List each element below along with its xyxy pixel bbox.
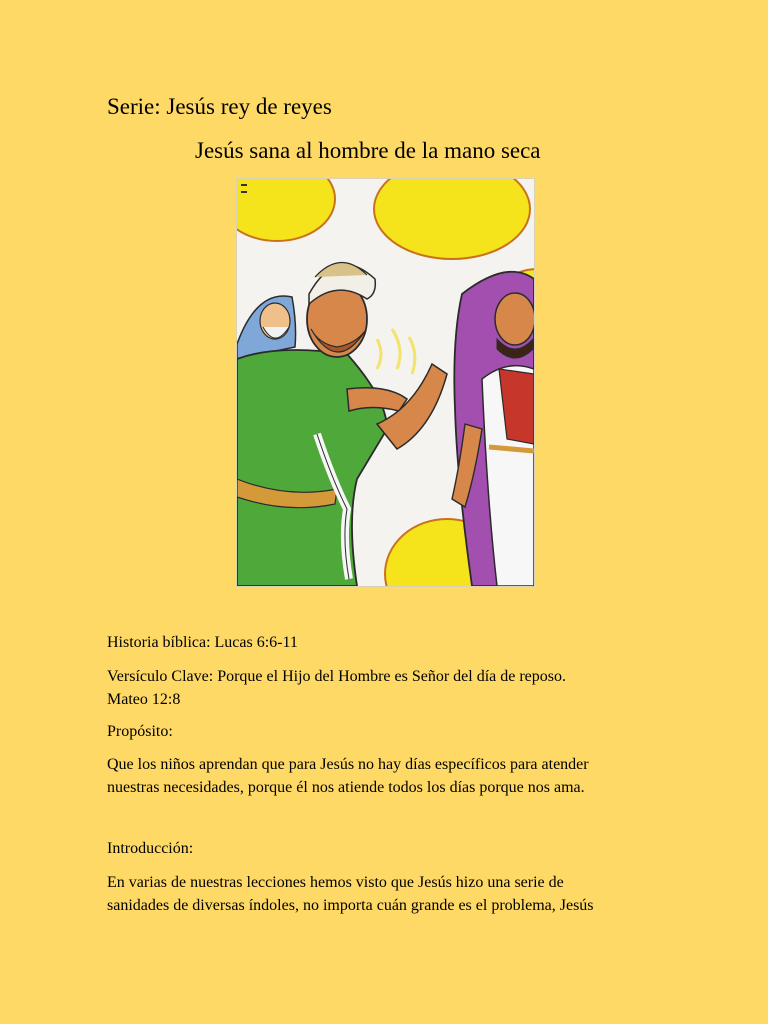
lesson-title: Jesús sana al hombre de la mano seca	[195, 138, 541, 163]
key-verse-reference: Mateo 12:8	[107, 691, 181, 708]
halo-shape	[237, 179, 335, 241]
introduction-line: sanidades de diversas índoles, no importa cuán grande es el problema, Jesús	[107, 897, 594, 914]
purpose-line: Que los niños aprendan que para Jesús no hay días específicos para atender	[107, 756, 589, 773]
key-verse-paragraph	[107, 665, 667, 711]
purpose-label: Propósito:	[107, 723, 173, 740]
purpose-paragraph	[107, 753, 667, 799]
introduction-line: En varias de nuestras lecciones hemos visto que Jesús hizo una serie de	[107, 874, 564, 891]
introduction-paragraph	[107, 871, 667, 917]
image-ref-label	[241, 191, 247, 193]
image-ref-label	[241, 184, 247, 186]
halo-shape	[374, 179, 530, 259]
purpose-line: nuestras necesidades, porque él nos atiende todos los días porque nos ama.	[107, 779, 585, 796]
bible-story-paragraph: Historia bíblica: Lucas 6:6-11	[107, 634, 298, 651]
illustration-jesus-heals-withered-hand	[236, 178, 535, 587]
key-verse-line: Versículo Clave: Porque el Hijo del Hombre es Señor del día de reposo.	[107, 668, 566, 685]
series-heading: Serie: Jesús rey de reyes	[107, 94, 332, 119]
introduction-label: Introducción:	[107, 840, 194, 857]
